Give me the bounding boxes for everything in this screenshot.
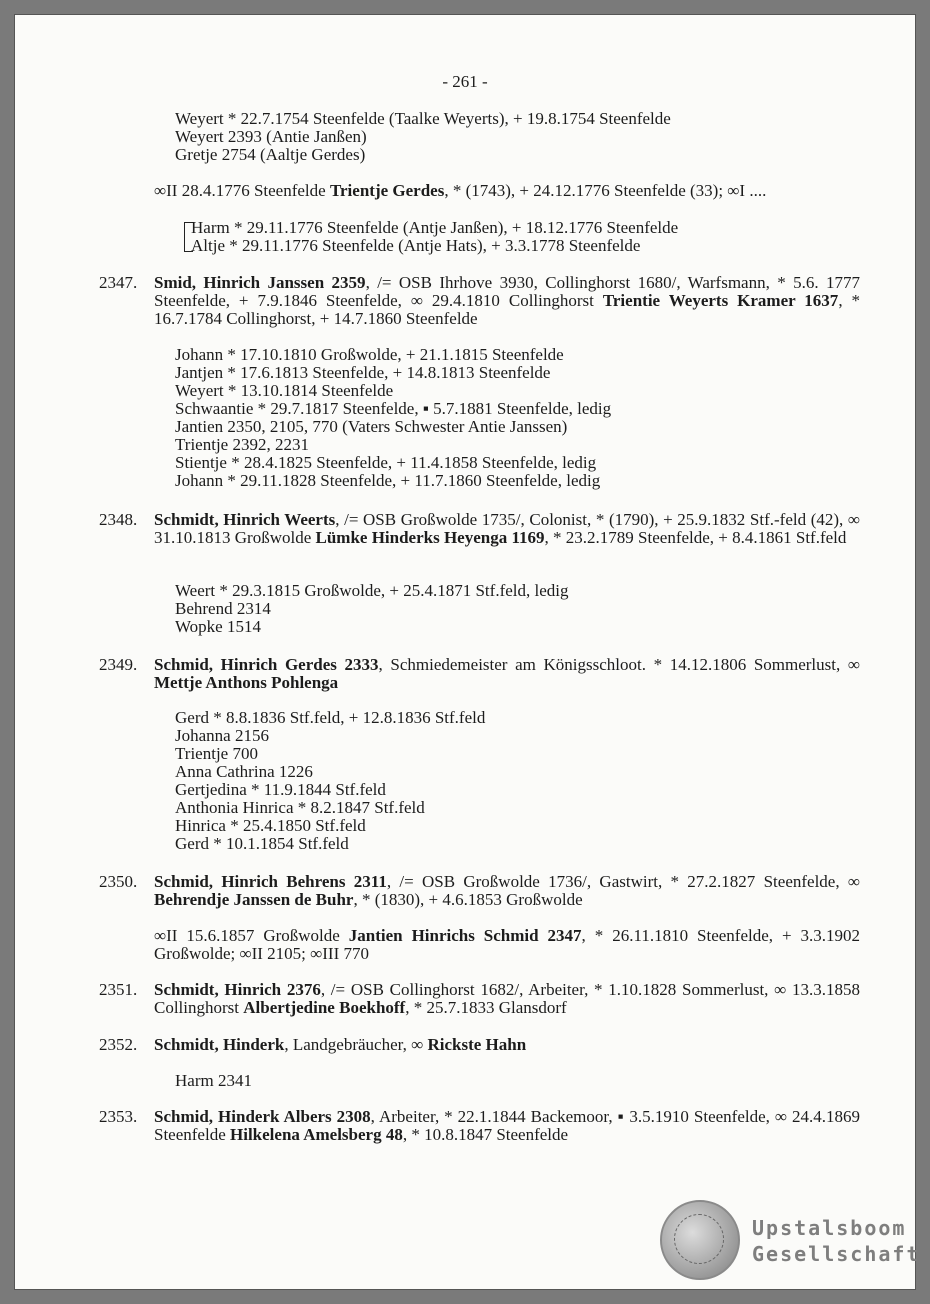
child-line: Gerd * 8.8.1836 Stf.feld, + 12.8.1836 Stf.feld bbox=[175, 708, 486, 727]
page-number: - 261 - bbox=[442, 72, 488, 91]
child-line: Jantjen * 17.6.1813 Steenfelde, + 14.8.1813 Steenfelde bbox=[175, 363, 551, 382]
child-line: Trientje 2392, 2231 bbox=[175, 435, 309, 454]
child-line: Johann * 29.11.1828 Steenfelde, + 11.7.1860 Steenfelde, ledig bbox=[175, 471, 601, 490]
child-line: Jantien 2350, 2105, 770 (Vaters Schwester Antie Janssen) bbox=[175, 417, 568, 436]
children-2347 bbox=[175, 346, 611, 490]
watermark-line-2: Gesellschaft bbox=[752, 1242, 921, 1266]
children-2349 bbox=[175, 709, 485, 853]
child-line: Wopke 1514 bbox=[175, 617, 261, 636]
entry-2349: Schmid, Hinrich Gerdes 2333, Schmiedemeister am Königsschloot. * 14.12.1806 Sommerlust, ∞ Mettje Anthons Pohlenga bbox=[154, 655, 860, 692]
document-page bbox=[14, 14, 916, 1290]
entry-number: 2349. bbox=[99, 655, 138, 674]
child-line: Weyert * 22.7.1754 Steenfelde (Taalke Weyerts), + 19.8.1754 Steenfelde bbox=[175, 109, 671, 128]
twins-children bbox=[191, 219, 678, 255]
child-line: Harm 2341 bbox=[175, 1071, 252, 1090]
child-line: Johanna 2156 bbox=[175, 726, 269, 745]
watermark-line-1: Upstalsboom bbox=[752, 1216, 907, 1240]
entry-number: 2347. bbox=[99, 273, 138, 292]
entry-2350: Schmid, Hinrich Behrens 2311, /= OSB Großwolde 1736/, Gastwirt, * 27.2.1827 Steenfelde, ∞ Behrendje Janssen de Buhr, * (1830), + 4.6.1853 Großwolde bbox=[154, 872, 861, 909]
entry-number: 2352. bbox=[99, 1035, 138, 1054]
entry-number: 2350. bbox=[99, 872, 138, 891]
entry-2351: Schmidt, Hinrich 2376, /= OSB Collinghorst 1682/, Arbeiter, * 1.10.1828 Sommerlust, ∞ 13.3.1858 Collinghorst Albertjedine Boekhoff, * 25.7.1833 Glansdorf bbox=[154, 980, 860, 1017]
child-line: Weert * 29.3.1815 Großwolde, + 25.4.1871 Stf.feld, ledig bbox=[175, 581, 569, 600]
child-line: Weyert 2393 (Antie Janßen) bbox=[175, 127, 367, 146]
entry-number: 2348. bbox=[99, 510, 138, 529]
entry-number: 2353. bbox=[99, 1107, 138, 1126]
entry-2353: Schmid, Hinderk Albers 2308, Arbeiter, * 22.1.1844 Backemoor, ▪ 3.5.1910 Steenfelde, ∞ 24.4.1869 Steenfelde Hilkelena Amelsberg 48, * 10.8.1847 Steenfelde bbox=[154, 1107, 860, 1144]
child-line: Schwaantie * 29.7.1817 Steenfelde, ▪ 5.7.1881 Steenfelde, ledig bbox=[175, 399, 612, 418]
child-line: Anthonia Hinrica * 8.2.1847 Stf.feld bbox=[175, 798, 425, 817]
intro-children bbox=[175, 110, 671, 164]
second-marriage: ∞II 28.4.1776 Steenfelde Trientje Gerdes, * (1743), + 24.12.1776 Steenfelde (33); ∞I .... bbox=[154, 181, 767, 200]
children-2348 bbox=[175, 582, 569, 636]
child-line: Harm * 29.11.1776 Steenfelde (Antje Janßen), + 18.12.1776 Steenfelde bbox=[191, 218, 679, 237]
child-line: Johann * 17.10.1810 Großwolde, + 21.1.1815 Steenfelde bbox=[175, 345, 564, 364]
child-line: Gertjedina * 11.9.1844 Stf.feld bbox=[175, 780, 386, 799]
child-line: Altje * 29.11.1776 Steenfelde (Antje Hats), + 3.3.1778 Steenfelde bbox=[191, 236, 641, 255]
entry-2347: Smid, Hinrich Janssen 2359, /= OSB Ihrhove 3930, Collinghorst 1680/, Warfsmann, * 5.6. 1777 Steenfelde, + 7.9.1846 Steenfelde, ∞ 29.4.1810 Collinghorst Trientie Weyerts Kramer 1637, * 16.7.1784 Collinghorst, + 14.7.1860 Steenfelde bbox=[154, 273, 861, 328]
entry-2350-marriage: ∞II 15.6.1857 Großwolde Jantien Hinrichs Schmid 2347, * 26.11.1810 Steenfelde, + 3.3.1902 Großwolde; ∞II 2105; ∞III 770 bbox=[154, 926, 860, 963]
child-line: Trientje 700 bbox=[175, 744, 258, 763]
child-line: Behrend 2314 bbox=[175, 599, 271, 618]
child-line: Gretje 2754 (Aaltje Gerdes) bbox=[175, 145, 366, 164]
seal-logo bbox=[660, 1200, 740, 1280]
entry-2352: Schmidt, Hinderk, Landgebräucher, ∞ Rickste Hahn bbox=[154, 1035, 527, 1054]
child-line: Weyert * 13.10.1814 Steenfelde bbox=[175, 381, 394, 400]
child-line: Stientje * 28.4.1825 Steenfelde, + 11.4.1858 Steenfelde, ledig bbox=[175, 453, 597, 472]
children-2352 bbox=[175, 1072, 252, 1090]
child-line: Gerd * 10.1.1854 Stf.feld bbox=[175, 834, 349, 853]
child-line: Anna Cathrina 1226 bbox=[175, 762, 313, 781]
entry-number: 2351. bbox=[99, 980, 138, 999]
child-line: Hinrica * 25.4.1850 Stf.feld bbox=[175, 816, 366, 835]
entry-2348: Schmidt, Hinrich Weerts, /= OSB Großwolde 1735/, Colonist, * (1790), + 25.9.1832 Stf.-feld (42), ∞ 31.10.1813 Großwolde Lümke Hinderks Heyenga 1169, * 23.2.1789 Steenfelde, + 8.4.1861 Stf.feld bbox=[154, 510, 860, 547]
